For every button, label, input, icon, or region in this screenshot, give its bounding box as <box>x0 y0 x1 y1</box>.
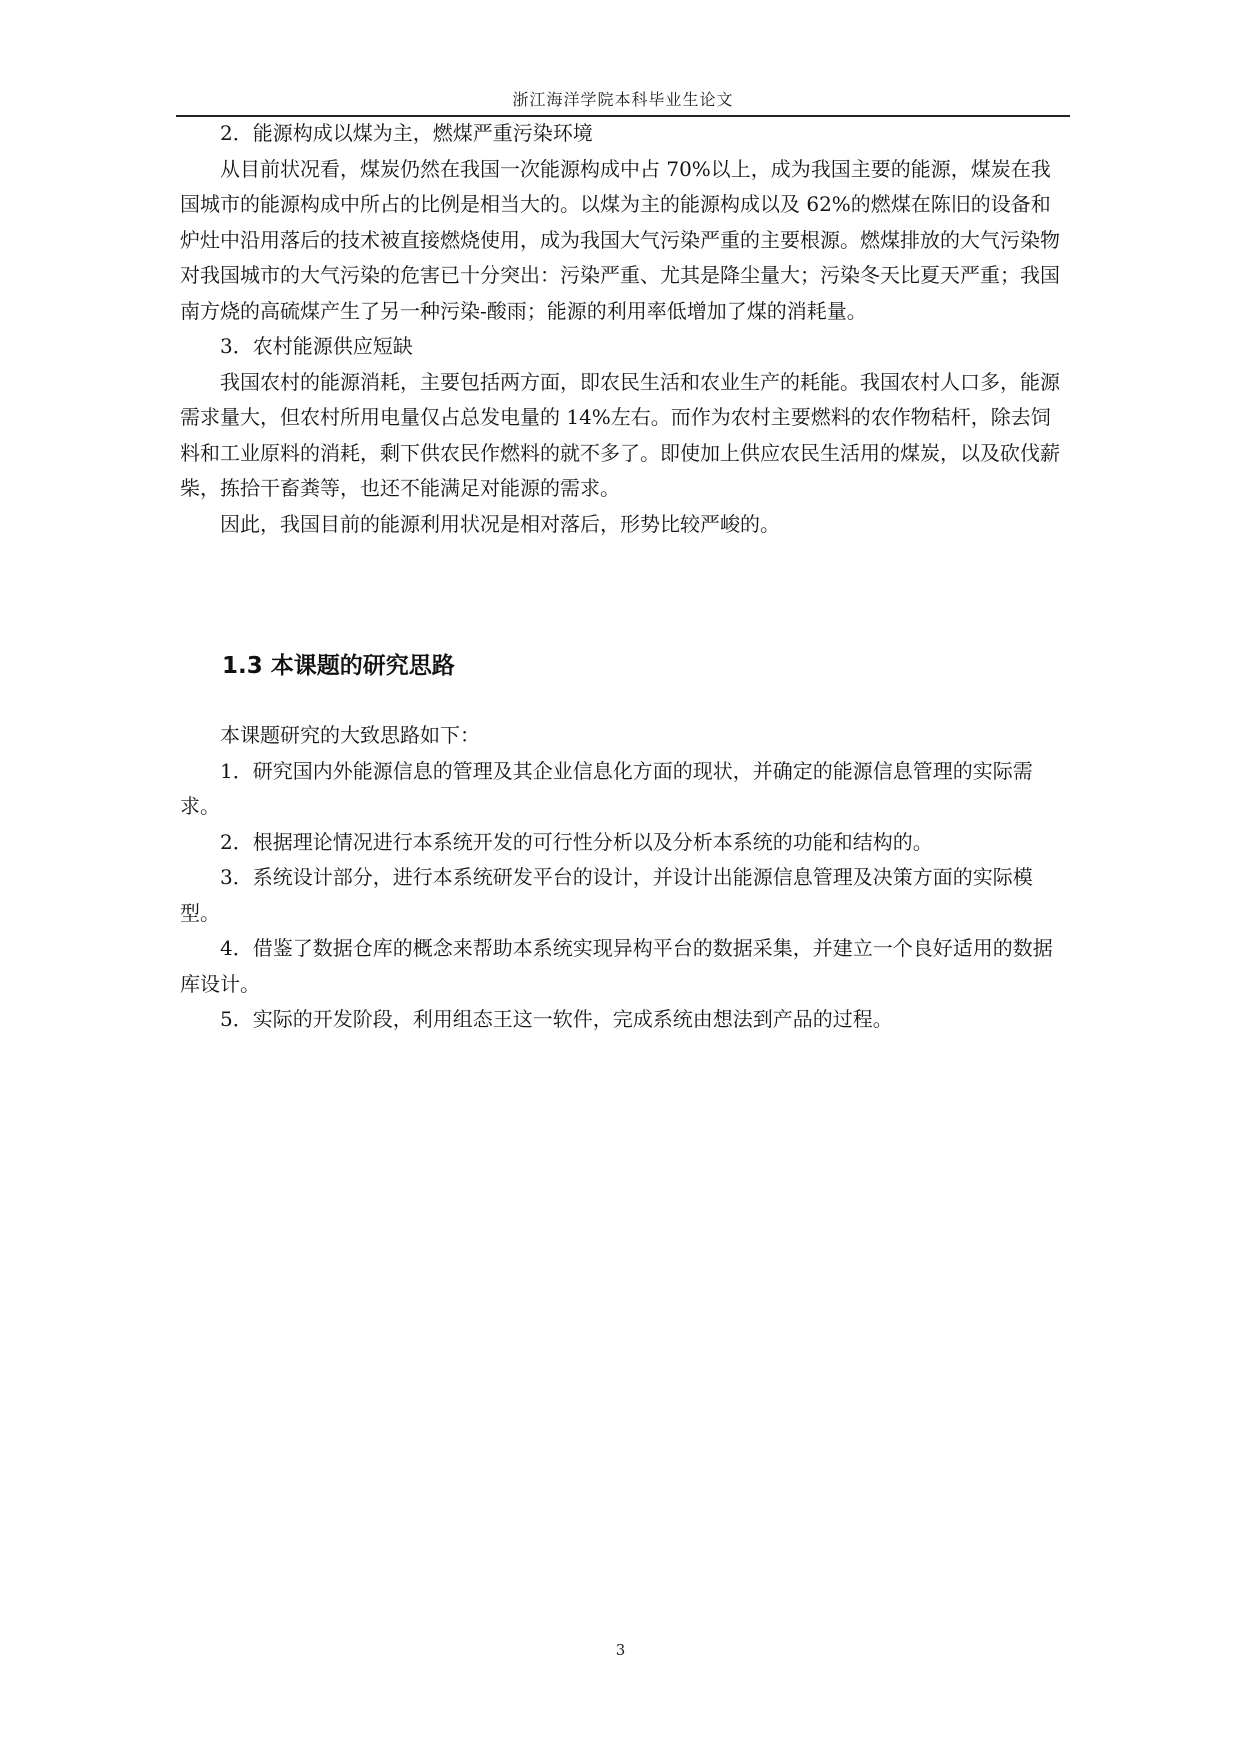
list-item: 5．实际的开发阶段，利用组态王这一软件，完成系统由想法到产品的过程。 <box>220 1007 893 1031</box>
paragraph-coal-pollution: 从目前状况看，煤炭仍然在我国一次能源构成中占 70%以上，成为我国主要的能源，煤炭在我国城市的能源构成中所占的比例是相当大的。以煤为主的能源构成以及 62%的燃煤在陈旧的设备和炉灶中沿用落后的技术被直接燃烧使用，成为我国大气污染严重的主要根源。燃煤排放的大气污染物对我国城市的大气污染的危害已十分突出：污染严重、尤其是降尘量大；污染冬天比夏天严重；我国南方烧的高硫煤产生了另一种污染-酸雨；能源的利用率低增加了煤的消耗量。 <box>180 156 1060 323</box>
paragraph-rural-energy: 我国农村的能源消耗，主要包括两方面，即农民生活和农业生产的耗能。我国农村人口多，能源需求量大，但农村所用电量仅占总发电量的 14%左右。而作为农村主要燃料的农作物秸杆，除去饲料和工业原料的消耗，剩下供农民作燃料的就不多了。即使加上供应农民生活用的煤炭，以及砍伐薪柴，拣拾干畜粪等，也还不能满足对能源的需求。 <box>180 369 1060 500</box>
section-heading: 1.3 本课题的研究思路 <box>222 653 455 679</box>
list-item: 3．系统设计部分，进行本系统研发平台的设计，并设计出能源信息管理及决策方面的实际模型。 <box>180 865 1033 925</box>
page-number: 3 <box>615 1641 626 1659</box>
paragraph-conclusion: 因此，我国目前的能源利用状况是相对落后，形势比较严峻的。 <box>220 511 780 536</box>
paragraph-intro: 本课题研究的大致思路如下： <box>220 723 480 747</box>
body-text-block-1 <box>180 116 1070 542</box>
body-text-block-2 <box>180 718 1070 1038</box>
subheading-rural-energy: 3．农村能源供应短缺 <box>220 334 413 358</box>
list-item: 4．借鉴了数据仓库的概念来帮助本系统实现异构平台的数据采集，并建立一个良好适用的数据库设计。 <box>180 936 1053 996</box>
subheading-energy-structure: 2．能源构成以煤为主，燃煤严重污染环境 <box>220 121 593 145</box>
list-item: 1．研究国内外能源信息的管理及其企业信息化方面的现状，并确定的能源信息管理的实际需求。 <box>180 758 1033 818</box>
list-item: 2．根据理论情况进行本系统开发的可行性分析以及分析本系统的功能和结构的。 <box>220 829 933 854</box>
running-header: 浙江海洋学院本科毕业生论文 <box>512 90 734 109</box>
